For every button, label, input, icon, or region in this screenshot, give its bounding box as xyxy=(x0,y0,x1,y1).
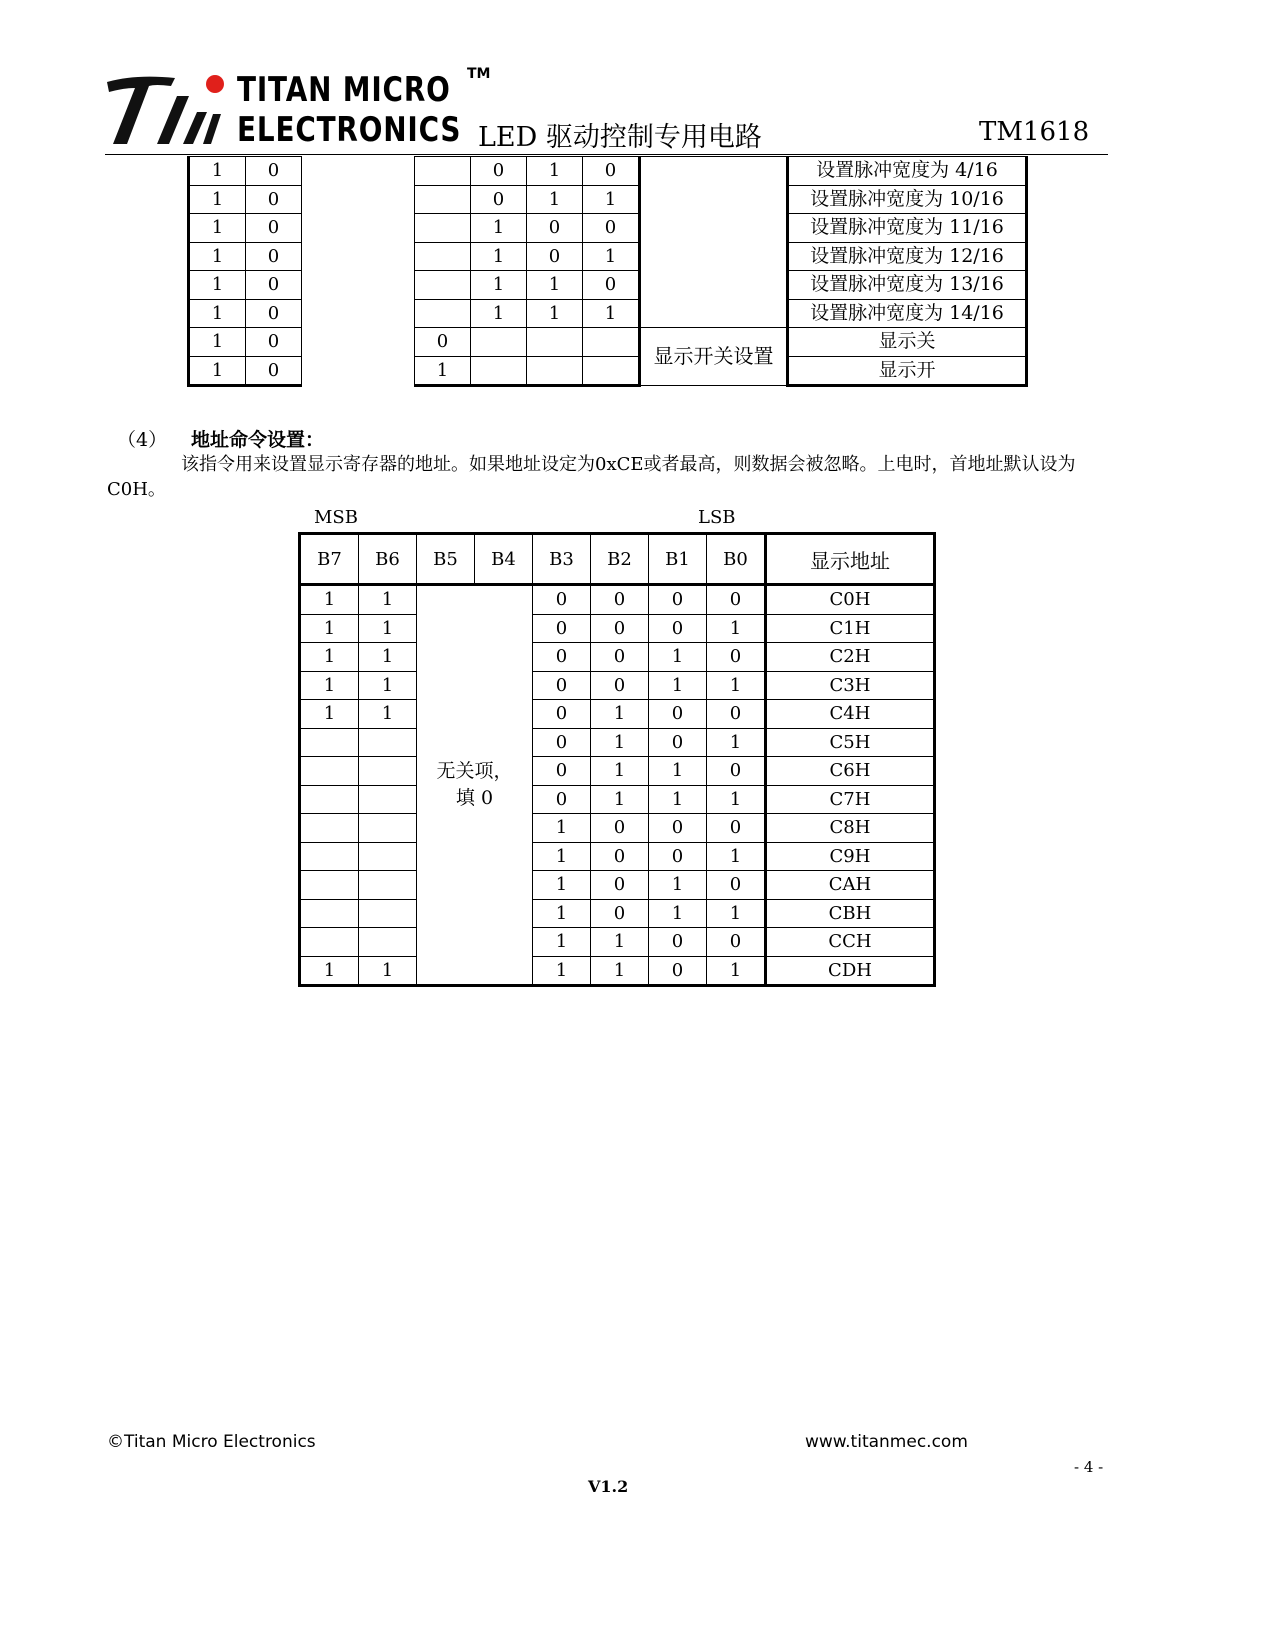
table-row xyxy=(300,956,935,986)
cell-b7 xyxy=(300,928,359,957)
cell-function-blank xyxy=(640,157,788,328)
cell-b2: 0 xyxy=(591,814,649,843)
cell-b3: 0 xyxy=(533,757,591,786)
cell-b6: 1 xyxy=(359,700,417,729)
cell-b6: 0 xyxy=(246,185,302,214)
cell-b2: 0 xyxy=(591,585,649,615)
cell-b6 xyxy=(359,842,417,871)
cell-b7: 1 xyxy=(300,614,359,643)
cell-b3: 1 xyxy=(533,928,591,957)
cell-b3: 1 xyxy=(533,871,591,900)
cell-b1: 0 xyxy=(649,700,707,729)
cell-b7: 1 xyxy=(300,700,359,729)
cell-b2: 1 xyxy=(471,299,527,328)
cell-b1: 0 xyxy=(527,242,583,271)
address-command-table xyxy=(298,532,936,987)
cell-b1 xyxy=(527,328,583,357)
model-number: TM1618 xyxy=(979,117,1090,147)
cell-b6: 1 xyxy=(359,585,417,615)
cell-b6 xyxy=(359,728,417,757)
cell-b7 xyxy=(300,785,359,814)
cell-b1 xyxy=(527,356,583,386)
cell-b0: 1 xyxy=(707,956,766,986)
cell-b2: 1 xyxy=(591,956,649,986)
footer-copyright: ©Titan Micro Electronics xyxy=(107,1432,316,1452)
cell-b7: 1 xyxy=(300,956,359,986)
logo-trademark: TM xyxy=(467,66,491,82)
cell-b7: 1 xyxy=(189,271,246,300)
cell-b1: 1 xyxy=(649,671,707,700)
cell-b0: 1 xyxy=(707,842,766,871)
cell-b2 xyxy=(471,356,527,386)
cell-address: CCH xyxy=(766,928,935,957)
cell-b7: 1 xyxy=(300,671,359,700)
cell-b3: 0 xyxy=(533,728,591,757)
header-b1: B1 xyxy=(649,534,707,585)
cell-b0: 0 xyxy=(583,214,640,243)
msb-label: MSB xyxy=(314,507,358,528)
cell-b0: 0 xyxy=(707,814,766,843)
cell-b0: 1 xyxy=(707,671,766,700)
cell-b7: 1 xyxy=(189,328,246,357)
cell-b0: 1 xyxy=(583,185,640,214)
cell-b6 xyxy=(359,899,417,928)
table-row xyxy=(300,928,935,957)
cell-b3 xyxy=(415,214,471,243)
cell-b3: 0 xyxy=(533,585,591,615)
section-title: 地址命令设置： xyxy=(191,429,325,451)
cell-b7 xyxy=(300,728,359,757)
document-title: LED 驱动控制专用电路 xyxy=(478,122,762,153)
cell-b3 xyxy=(415,185,471,214)
table-row xyxy=(300,643,935,672)
cell-b2: 1 xyxy=(471,242,527,271)
cell-b3 xyxy=(415,271,471,300)
cell-b0: 0 xyxy=(707,871,766,900)
cell-b0: 1 xyxy=(707,785,766,814)
cell-address: C7H xyxy=(766,785,935,814)
cell-b7: 1 xyxy=(189,157,246,186)
footer-website[interactable]: www.titanmec.com xyxy=(805,1432,968,1452)
cell-description: 显示开 xyxy=(788,356,1027,386)
cell-description: 设置脉冲宽度为 11/16 xyxy=(788,214,1027,243)
cell-b7: 1 xyxy=(189,185,246,214)
cell-address: CDH xyxy=(766,956,935,986)
section-number: （4） xyxy=(117,429,168,451)
cell-b0: 1 xyxy=(707,728,766,757)
header-b5: B5 xyxy=(417,534,475,585)
cell-b3: 0 xyxy=(533,643,591,672)
cell-b6: 0 xyxy=(246,299,302,328)
cell-address: C9H xyxy=(766,842,935,871)
cell-description: 设置脉冲宽度为 14/16 xyxy=(788,299,1027,328)
cell-b1: 1 xyxy=(649,757,707,786)
cell-b2: 1 xyxy=(471,214,527,243)
table-row xyxy=(300,814,935,843)
cell-b0: 0 xyxy=(707,700,766,729)
cell-b6: 0 xyxy=(246,157,302,186)
table-row xyxy=(189,157,1027,186)
header-b0: B0 xyxy=(707,534,766,585)
cell-b3: 0 xyxy=(533,671,591,700)
cell-b7 xyxy=(300,899,359,928)
cell-b2: 1 xyxy=(591,928,649,957)
lsb-label: LSB xyxy=(698,507,736,528)
table-row xyxy=(300,585,935,615)
cell-b6: 0 xyxy=(246,214,302,243)
cell-b7 xyxy=(300,842,359,871)
table-row xyxy=(300,899,935,928)
table-row xyxy=(300,671,935,700)
cell-b0: 0 xyxy=(583,271,640,300)
cell-description: 显示关 xyxy=(788,328,1027,357)
pulse-width-table xyxy=(187,156,1028,387)
cell-b3: 0 xyxy=(533,614,591,643)
header-b2: B2 xyxy=(591,534,649,585)
table-row xyxy=(300,700,935,729)
cell-b2: 0 xyxy=(591,899,649,928)
cell-b2: 0 xyxy=(591,871,649,900)
cell-b5-b4-dont-care: 无关项，填 0 xyxy=(417,585,533,986)
cell-b7: 1 xyxy=(189,356,246,386)
cell-b1: 1 xyxy=(649,899,707,928)
cell-address: C2H xyxy=(766,643,935,672)
cell-address: CAH xyxy=(766,871,935,900)
header-b7: B7 xyxy=(300,534,359,585)
cell-b6: 1 xyxy=(359,671,417,700)
cell-b2: 1 xyxy=(471,271,527,300)
cell-b6 xyxy=(359,928,417,957)
cell-b1: 0 xyxy=(527,214,583,243)
section-paragraph: 该指令用来设置显示寄存器的地址。如果地址设定为0xCE或者最高，则数据会被忽略。上电时，首地址默认设为C0H。 xyxy=(107,454,1076,500)
cell-b1: 1 xyxy=(649,785,707,814)
cell-b3 xyxy=(415,299,471,328)
cell-b6: 1 xyxy=(359,956,417,986)
cell-b2: 1 xyxy=(591,757,649,786)
cell-address: C3H xyxy=(766,671,935,700)
cell-b1: 0 xyxy=(649,728,707,757)
cell-b6: 0 xyxy=(246,271,302,300)
cell-b1: 0 xyxy=(649,614,707,643)
cell-b1: 1 xyxy=(527,157,583,186)
cell-address: C5H xyxy=(766,728,935,757)
cell-b2 xyxy=(471,328,527,357)
header-b4: B4 xyxy=(475,534,533,585)
cell-b0: 0 xyxy=(707,928,766,957)
cell-description: 设置脉冲宽度为 13/16 xyxy=(788,271,1027,300)
logo-mark-icon xyxy=(105,72,225,147)
cell-b7 xyxy=(300,757,359,786)
cell-b3: 1 xyxy=(533,956,591,986)
cell-b0: 1 xyxy=(707,899,766,928)
cell-b3: 0 xyxy=(415,328,471,357)
table-row xyxy=(300,785,935,814)
cell-b6: 1 xyxy=(359,643,417,672)
cell-b3: 1 xyxy=(415,356,471,386)
cell-b0: 0 xyxy=(707,757,766,786)
cell-b1: 1 xyxy=(649,871,707,900)
logo-line1: TITAN MICRO xyxy=(237,70,451,110)
header-显示地址: 显示地址 xyxy=(766,534,935,585)
cell-b1: 0 xyxy=(649,956,707,986)
cell-b6 xyxy=(359,785,417,814)
cell-b6 xyxy=(359,871,417,900)
section-heading xyxy=(117,425,324,452)
cell-b1: 0 xyxy=(649,814,707,843)
cell-b2: 0 xyxy=(591,643,649,672)
company-logo xyxy=(105,66,491,150)
cell-b2: 0 xyxy=(591,671,649,700)
cell-b3: 1 xyxy=(533,814,591,843)
cell-b2: 0 xyxy=(591,842,649,871)
cell-address: C1H xyxy=(766,614,935,643)
table-row xyxy=(300,614,935,643)
cell-b0: 1 xyxy=(583,242,640,271)
cell-b1: 1 xyxy=(527,299,583,328)
cell-b0 xyxy=(583,328,640,357)
cell-function: 显示开关设置 xyxy=(640,328,788,386)
cell-address: C8H xyxy=(766,814,935,843)
cell-b2: 0 xyxy=(591,614,649,643)
cell-b6 xyxy=(359,814,417,843)
cell-b3: 1 xyxy=(533,899,591,928)
cell-b3 xyxy=(415,242,471,271)
table-row xyxy=(300,871,935,900)
cell-b3: 1 xyxy=(533,842,591,871)
cell-address: C4H xyxy=(766,700,935,729)
cell-address: CBH xyxy=(766,899,935,928)
cell-b7: 1 xyxy=(189,242,246,271)
cell-b0: 1 xyxy=(583,299,640,328)
cell-b2: 0 xyxy=(471,185,527,214)
cell-b6: 0 xyxy=(246,356,302,386)
page-number: - 4 - xyxy=(1074,1458,1104,1476)
cell-b3 xyxy=(415,157,471,186)
logo-line2: ELECTRONICS xyxy=(237,110,462,150)
cell-b7: 1 xyxy=(300,585,359,615)
cell-b1: 0 xyxy=(649,842,707,871)
table-row xyxy=(300,842,935,871)
cell-b0: 0 xyxy=(707,643,766,672)
cell-address: C6H xyxy=(766,757,935,786)
cell-b7 xyxy=(300,814,359,843)
cell-address: C0H xyxy=(766,585,935,615)
header-b6: B6 xyxy=(359,534,417,585)
table-row xyxy=(300,728,935,757)
header-b3: B3 xyxy=(533,534,591,585)
cell-b0: 1 xyxy=(707,614,766,643)
cell-b0 xyxy=(583,356,640,386)
cell-b2: 1 xyxy=(591,785,649,814)
cell-b7: 1 xyxy=(300,643,359,672)
cell-description: 设置脉冲宽度为 10/16 xyxy=(788,185,1027,214)
cell-b3: 0 xyxy=(533,700,591,729)
cell-b6 xyxy=(359,757,417,786)
cell-b2: 0 xyxy=(471,157,527,186)
cell-b0: 0 xyxy=(583,157,640,186)
cell-b6: 0 xyxy=(246,328,302,357)
version: V1.2 xyxy=(588,1477,629,1496)
cell-b1: 1 xyxy=(527,185,583,214)
cell-description: 设置脉冲宽度为 4/16 xyxy=(788,157,1027,186)
cell-b1: 0 xyxy=(649,928,707,957)
cell-b5-b4-blank xyxy=(302,157,415,386)
cell-b6: 1 xyxy=(359,614,417,643)
cell-b1: 0 xyxy=(649,585,707,615)
cell-b1: 1 xyxy=(649,643,707,672)
cell-b1: 1 xyxy=(527,271,583,300)
cell-b3: 0 xyxy=(533,785,591,814)
cell-b2: 1 xyxy=(591,700,649,729)
cell-b7: 1 xyxy=(189,214,246,243)
header-divider xyxy=(105,154,1108,155)
cell-b7: 1 xyxy=(189,299,246,328)
cell-b2: 1 xyxy=(591,728,649,757)
cell-b6: 0 xyxy=(246,242,302,271)
cell-b0: 0 xyxy=(707,585,766,615)
table-row xyxy=(300,757,935,786)
cell-b7 xyxy=(300,871,359,900)
cell-description: 设置脉冲宽度为 12/16 xyxy=(788,242,1027,271)
